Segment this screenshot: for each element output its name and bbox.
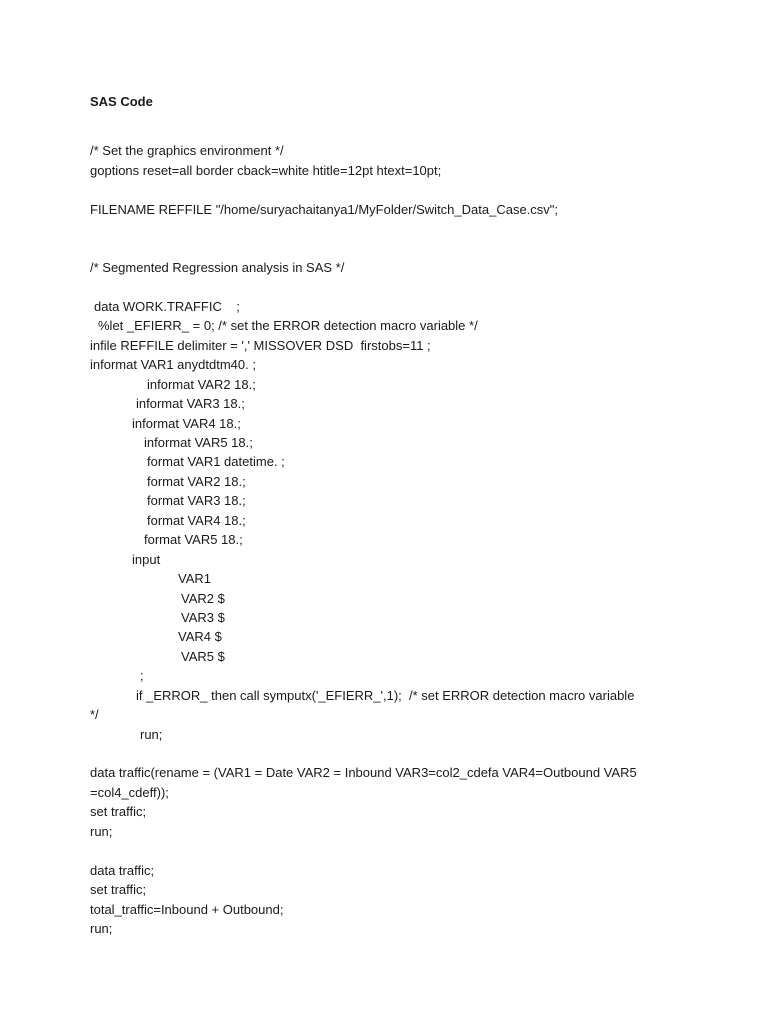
blank-line bbox=[0, 744, 768, 763]
code-line: informat VAR5 18.; bbox=[144, 435, 253, 450]
code-line: VAR5 $ bbox=[181, 648, 225, 664]
code-line: =col4_cdeff)); bbox=[90, 784, 169, 800]
code-line: informat VAR4 18.; bbox=[132, 415, 241, 431]
blank-line bbox=[0, 180, 768, 199]
blank-line bbox=[0, 219, 768, 238]
code-line: data traffic; bbox=[90, 862, 155, 878]
code-line: /* Set the graphics environment */ bbox=[90, 143, 284, 159]
blank-line bbox=[0, 239, 768, 258]
code-line: VAR1 bbox=[178, 571, 211, 587]
code-line: VAR3 $ bbox=[181, 609, 225, 625]
code-line: format VAR3 18.; bbox=[147, 493, 246, 509]
document-heading: SAS Code bbox=[90, 94, 153, 109]
code-line: %let _EFIERR_ = 0; /* set the ERROR detection macro variable */ bbox=[98, 318, 478, 334]
code-line: */ bbox=[90, 707, 99, 723]
code-line: data traffic(rename = (VAR1 = Date VAR2 = Inbound VAR3=col2_cdefa VAR4=Outbound VAR5 bbox=[90, 765, 637, 781]
code-line: run; bbox=[90, 823, 113, 839]
code-line: format VAR1 datetime. ; bbox=[147, 454, 285, 470]
code-line: set traffic; bbox=[90, 882, 147, 898]
code-line: VAR4 $ bbox=[178, 629, 222, 645]
code-line: informat VAR3 18.; bbox=[136, 396, 245, 412]
code-line: format VAR4 18.; bbox=[147, 512, 246, 528]
code-line: total_traffic=Inbound + Outbound; bbox=[90, 901, 284, 917]
code-line: informat VAR2 18.; bbox=[147, 376, 256, 392]
blank-line bbox=[0, 278, 768, 297]
code-line: /* Segmented Regression analysis in SAS */ bbox=[90, 260, 345, 276]
code-line: input bbox=[132, 551, 161, 567]
code-line: VAR2 $ bbox=[181, 590, 225, 606]
code-line: data WORK.TRAFFIC ; bbox=[94, 298, 240, 314]
blank-line bbox=[0, 122, 768, 141]
code-line: run; bbox=[140, 726, 163, 742]
code-line: informat VAR1 anydtdtm40. ; bbox=[90, 357, 256, 373]
code-line: run; bbox=[90, 920, 113, 936]
code-block bbox=[0, 122, 768, 938]
code-line: format VAR5 18.; bbox=[144, 532, 243, 548]
code-line: ; bbox=[140, 668, 144, 684]
code-line: goptions reset=all border cback=white htitle=12pt htext=10pt; bbox=[90, 162, 442, 178]
blank-line bbox=[0, 841, 768, 860]
code-line: infile REFFILE delimiter = ',' MISSOVER DSD firstobs=11 ; bbox=[90, 337, 431, 353]
code-line: FILENAME REFFILE "/home/suryachaitanya1/MyFolder/Switch_Data_Case.csv"; bbox=[90, 201, 559, 217]
code-line: set traffic; bbox=[90, 804, 147, 820]
code-line: format VAR2 18.; bbox=[147, 473, 246, 489]
code-line: if _ERROR_ then call symputx('_EFIERR_',1); /* set ERROR detection macro variable bbox=[136, 687, 635, 703]
